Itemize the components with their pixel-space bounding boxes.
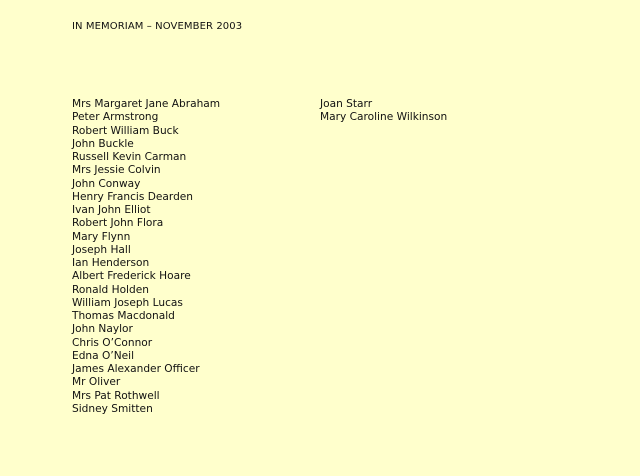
memorial-name: Robert John Flora	[72, 217, 164, 230]
memorial-name: Ian Henderson	[72, 257, 150, 269]
memorial-name: Ivan John Elliot	[72, 204, 151, 216]
memorial-name: Edna O’Neil	[72, 349, 135, 362]
names-column-left	[72, 98, 220, 416]
memorial-name: Russell Kevin Carman	[72, 151, 187, 163]
memorial-name: Mrs Jessie Colvin	[72, 164, 161, 177]
memorial-name: Albert Frederick Hoare	[72, 270, 191, 283]
memorial-name: James Alexander Officer	[72, 363, 200, 375]
memorial-name: Robert William Buck	[72, 124, 179, 137]
memorial-name: John Conway	[72, 177, 141, 190]
memorial-name: Peter Armstrong	[72, 111, 159, 124]
memorial-name: John Buckle	[72, 137, 134, 150]
memorial-name: Joseph Hall	[72, 243, 131, 256]
memorial-name: Mrs Margaret Jane Abraham	[72, 98, 221, 110]
memorial-name: Mary Flynn	[72, 230, 131, 243]
memorial-name: Mary Caroline Wilkinson	[320, 111, 448, 124]
memorial-name: Joan Starr	[320, 98, 373, 110]
memorial-name: Ronald Holden	[72, 283, 149, 296]
memorial-name: Thomas Macdonald	[72, 310, 175, 322]
memorial-name: John Naylor	[72, 323, 133, 336]
memorial-name: Mr Oliver	[72, 376, 121, 389]
page-title: IN MEMORIAM – NOVEMBER 2003	[72, 21, 243, 32]
memorial-name: Henry Francis Dearden	[72, 190, 194, 203]
memorial-name: Chris O’Connor	[72, 336, 153, 349]
names-column-right	[320, 98, 447, 125]
memorial-name: Sidney Smitten	[72, 402, 153, 415]
memorial-name: William Joseph Lucas	[72, 296, 183, 309]
memorial-name: Mrs Pat Rothwell	[72, 389, 160, 402]
